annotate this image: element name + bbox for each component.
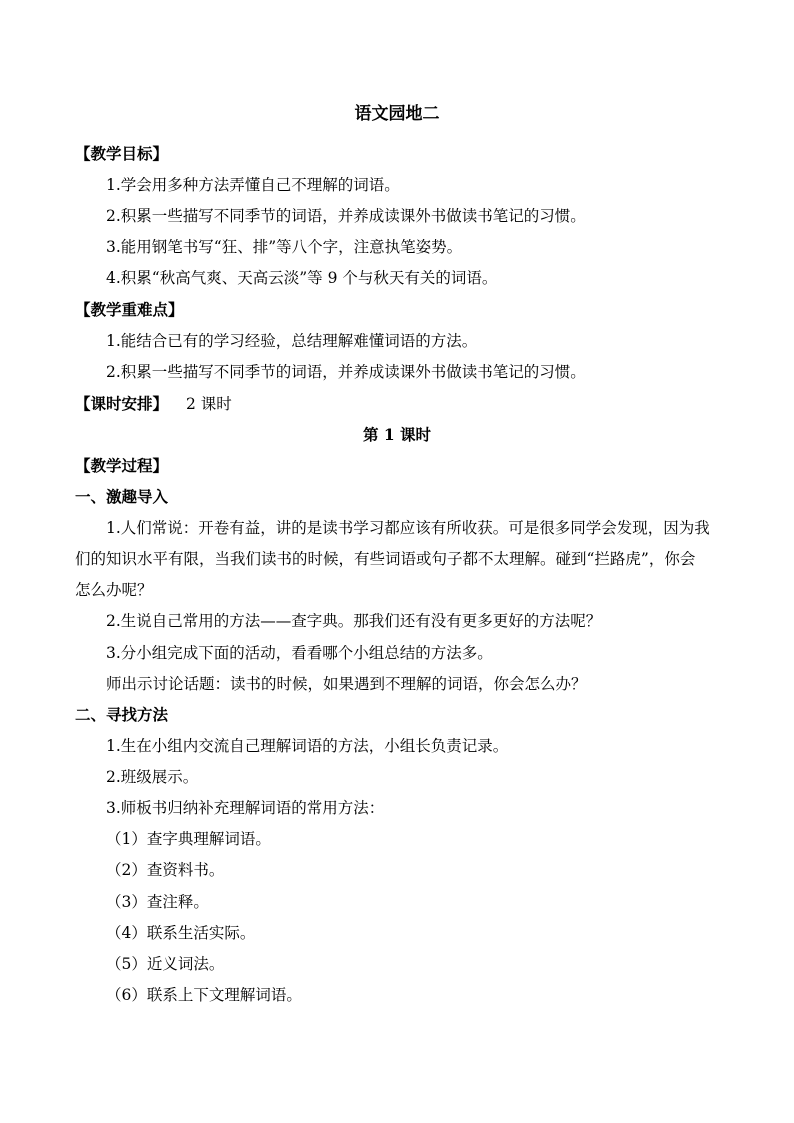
method-item: （5）近义词法。 — [106, 955, 225, 973]
goal-item: 2.积累一些描写不同季节的词语，并养成读课外书做读书笔记的习惯。 — [106, 207, 586, 225]
part1-line: 师出示讨论话题：读书的时候，如果遇到不理解的词语，你会怎么办？ — [106, 675, 587, 693]
part2-line: 2.班级展示。 — [106, 768, 199, 786]
goal-item: 3.能用钢笔书写“狂、排”等八个字，注意执笔姿势。 — [106, 238, 463, 256]
schedule-value: 2 课时 — [186, 395, 232, 413]
goal-item: 1.学会用多种方法弄懂自己不理解的词语。 — [106, 176, 400, 194]
part2-heading: 二、寻找方法 — [75, 705, 169, 724]
part1-line: 3.分小组完成下面的活动，看看哪个小组总结的方法多。 — [106, 644, 493, 662]
part1-line: 1.人们常说：开卷有益，讲的是读书学习都应该有所收获。可是很多同学会发现，因为我 — [106, 519, 710, 537]
part1-line: 怎么办呢？ — [75, 581, 153, 599]
lesson-title: 第 1 课时 — [362, 425, 432, 444]
goals-heading: 【教学目标】 — [75, 144, 169, 163]
keypoints-heading: 【教学重难点】 — [75, 300, 184, 319]
schedule-row — [75, 393, 232, 415]
method-item: （3）查注释。 — [106, 893, 209, 911]
part2-line: 1.生在小组内交流自己理解词语的方法，小组长负责记录。 — [106, 737, 509, 755]
method-item: （2）查资料书。 — [106, 861, 225, 879]
part1-heading: 一、激趣导入 — [75, 487, 169, 506]
method-item: （4）联系生活实际。 — [106, 924, 256, 942]
method-item: （1）查字典理解词语。 — [106, 830, 271, 848]
method-item: （6）联系上下文理解词语。 — [106, 986, 302, 1004]
keypoint-item: 1.能结合已有的学习经验，总结理解难懂词语的方法。 — [106, 332, 478, 350]
process-heading: 【教学过程】 — [75, 456, 169, 475]
page-title: 语文园地二 — [354, 104, 440, 124]
keypoint-item: 2.积累一些描写不同季节的词语，并养成读课外书做读书笔记的习惯。 — [106, 363, 586, 381]
schedule-heading: 【课时安排】 — [75, 394, 169, 413]
part1-line: 2.生说自己常用的方法——查字典。那我们还有没有更多更好的方法呢？ — [106, 612, 602, 630]
part1-line: 们的知识水平有限，当我们读书的时候，有些词语或句子都不太理解。碰到“拦路虎”，你会 — [75, 550, 696, 568]
goal-item: 4.积累“秋高气爽、天高云淡”等 9 个与秋天有关的词语。 — [106, 269, 498, 287]
part2-line: 3.师板书归纳补充理解词语的常用方法： — [106, 799, 385, 817]
